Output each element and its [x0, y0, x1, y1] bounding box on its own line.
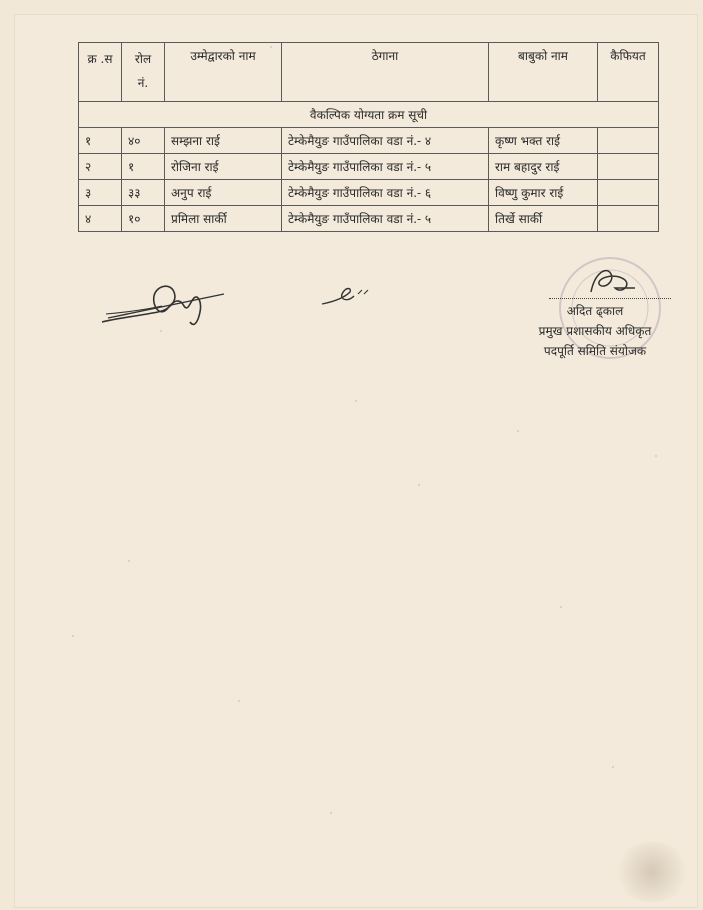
signature-middle — [318, 280, 378, 310]
cell-serial: ४ — [79, 206, 122, 232]
header-remarks: कैफियत — [598, 43, 659, 102]
cell-roll: १ — [122, 154, 165, 180]
table-header-row — [79, 43, 659, 102]
cell-father: तिर्खे सार्की — [489, 206, 598, 232]
table-row — [79, 206, 659, 232]
cell-serial: ३ — [79, 180, 122, 206]
signatory-block — [515, 262, 675, 361]
signatory-role: पदपूर्ति समिति संयोजक — [543, 344, 647, 358]
header-roll: रोल नं. — [122, 43, 165, 102]
cell-serial: १ — [79, 128, 122, 154]
cell-name: रोजिना राई — [165, 154, 282, 180]
paper-stain — [612, 842, 692, 902]
cell-remarks — [598, 206, 659, 232]
signatory-designation: प्रमुख प्रशासकीय अधिकृत — [538, 324, 652, 338]
table-row — [79, 128, 659, 154]
cell-name: प्रमिला सार्की — [165, 206, 282, 232]
header-father: बाबुको नाम — [489, 43, 598, 102]
cell-name: अनुप राई — [165, 180, 282, 206]
cell-serial: २ — [79, 154, 122, 180]
cell-remarks — [598, 180, 659, 206]
table-row — [79, 180, 659, 206]
cell-father: राम बहादुर राई — [489, 154, 598, 180]
table-row — [79, 154, 659, 180]
section-title: वैकल्पिक योग्यता क्रम सूची — [79, 102, 659, 128]
cell-father: विष्णु कुमार राई — [489, 180, 598, 206]
cell-roll: ४० — [122, 128, 165, 154]
cell-remarks — [598, 128, 659, 154]
cell-name: सम्झना राई — [165, 128, 282, 154]
cell-father: कृष्ण भक्त राई — [489, 128, 598, 154]
signatory-name: अदित ढ्काल — [566, 304, 624, 318]
cell-address: टेम्केमैयुङ गाउँपालिका वडा नं.- ४ — [282, 128, 489, 154]
header-address: ठेगाना — [282, 43, 489, 102]
signature-line — [549, 298, 671, 299]
cell-address: टेम्केमैयुङ गाउँपालिका वडा नं.- ५ — [282, 206, 489, 232]
cell-remarks — [598, 154, 659, 180]
header-serial: क्र .स — [79, 43, 122, 102]
header-name: उम्मेद्वारको नाम — [165, 43, 282, 102]
cell-address: टेम्केमैयुङ गाउँपालिका वडा नं.- ५ — [282, 154, 489, 180]
cell-roll: १० — [122, 206, 165, 232]
section-row — [79, 102, 659, 128]
signature-left — [98, 272, 230, 332]
cell-address: टेम्केमैयुङ गाउँपालिका वडा नं.- ६ — [282, 180, 489, 206]
cell-roll: ३३ — [122, 180, 165, 206]
merit-list-table — [78, 42, 659, 232]
